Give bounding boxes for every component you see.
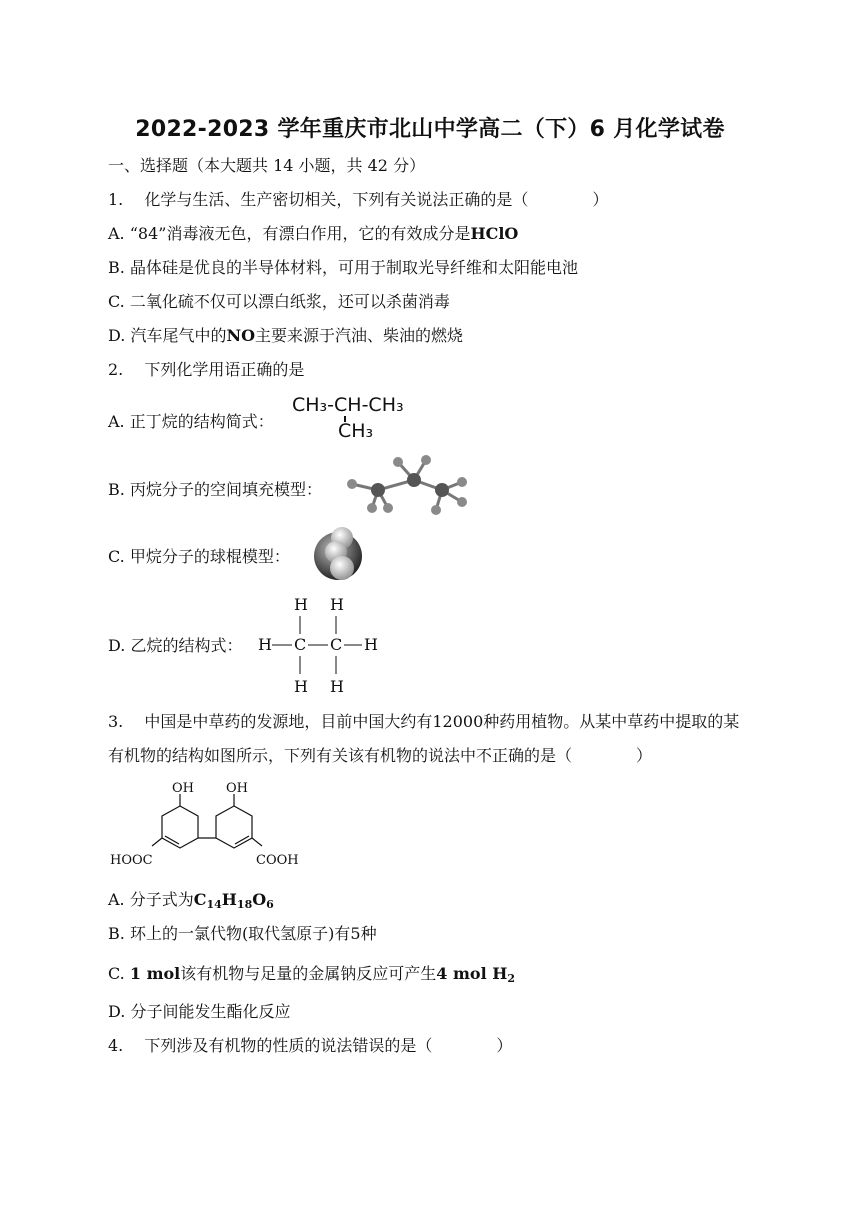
oh-label: OH <box>172 781 194 796</box>
question-3-stem-line-2: 有机物的结构如图所示，下列有关该有机物的说法中不正确的是（ ） <box>108 746 653 765</box>
atom-h: H <box>330 677 344 696</box>
ethane-structural-formula <box>256 592 386 698</box>
question-2-stem: 2. 下列化学用语正确的是 <box>108 360 305 379</box>
option-text: 乙烷的结构式： <box>130 636 243 655</box>
formula-no: NO <box>226 326 256 345</box>
question-1-stem: 1. 化学与生活、生产密切相关，下列有关说法正确的是（ ） <box>108 190 609 209</box>
amount-4mol-h2: 4 mol H <box>436 964 508 983</box>
oh-label: OH <box>226 781 248 796</box>
element-o: O <box>252 890 267 909</box>
option-text: 二氧化硫不仅可以漂白纸浆，还可以杀菌消毒 <box>129 292 450 311</box>
option-label: C. <box>108 547 125 566</box>
option-text: 甲烷分子的球棍模型： <box>129 547 290 566</box>
q2-option-b <box>108 478 322 502</box>
option-label: D. <box>108 1002 126 1021</box>
subscript: 2 <box>507 972 515 985</box>
option-label: A. <box>108 890 125 909</box>
formula-top: CH₃-CH-CH₃ <box>292 394 404 416</box>
atom-h: H <box>330 595 344 614</box>
atom-h: H <box>294 677 308 696</box>
cooh-label: HOOC <box>110 853 153 868</box>
q1-option-b <box>108 256 578 280</box>
option-label: C. <box>108 964 125 983</box>
atom-c: C <box>294 635 307 654</box>
option-label: D. <box>108 636 126 655</box>
formula-hclo: HClO <box>470 224 519 243</box>
q3-option-c <box>108 962 515 991</box>
option-text: 分子式为 <box>129 890 194 909</box>
option-text: 分子间能发生酯化反应 <box>130 1002 291 1021</box>
option-label: D. <box>108 326 126 345</box>
q3-option-b <box>108 922 377 946</box>
q2-option-c <box>108 545 290 569</box>
butane-condensed-formula <box>292 394 404 442</box>
option-text: “84”消毒液无色，有漂白作用，它的有效成分是 <box>129 224 471 243</box>
option-text: 丙烷分子的空间填充模型： <box>129 480 322 499</box>
question-4-stem: 4. 下列涉及有机物的性质的说法错误的是（ ） <box>108 1036 513 1055</box>
methane-space-filling-model <box>306 526 370 586</box>
option-text: 该有机物与足量的金属钠反应可产生 <box>180 964 437 983</box>
subscript: 18 <box>236 898 253 911</box>
q1-option-d <box>108 324 463 348</box>
propane-ball-stick-model <box>338 452 478 522</box>
option-text: 晶体硅是优良的半导体材料，可用于制取光导纤维和太阳能电池 <box>129 258 578 277</box>
atom-h: H <box>364 635 378 654</box>
option-label: A. <box>108 412 125 431</box>
q3-option-d <box>108 1000 290 1024</box>
amount-1mol: 1 mol <box>129 964 181 983</box>
q2-option-a <box>108 410 274 434</box>
page-title: 2022-2023 学年重庆市北山中学高二（下）6 月化学试卷 <box>135 117 725 142</box>
q1-option-c <box>108 290 450 314</box>
option-text: 汽车尾气中的 <box>130 326 227 345</box>
q2-option-d <box>108 634 242 658</box>
atom-h: H <box>294 595 308 614</box>
option-label: B. <box>108 480 125 499</box>
cooh-label: COOH <box>256 853 299 868</box>
atom-c: C <box>330 635 343 654</box>
option-text: 环上的一氯代物(取代氢原子)有5种 <box>129 924 377 943</box>
element-h: H <box>221 890 237 909</box>
atom-h: H <box>258 635 272 654</box>
option-text-tail: 主要来源于汽油、柴油的燃烧 <box>255 326 464 345</box>
question-3-stem-line-1: 3. 中国是中草药的发源地，目前中国大约有12000种药用植物。从某中草药中提取的某 <box>108 712 740 731</box>
subscript: 6 <box>266 898 274 911</box>
option-label: B. <box>108 258 125 277</box>
q1-option-a <box>108 222 518 246</box>
element-c: C <box>193 890 207 909</box>
option-label: A. <box>108 224 125 243</box>
option-label: B. <box>108 924 125 943</box>
option-label: C. <box>108 292 125 311</box>
organic-structure-diagram <box>106 778 306 874</box>
section-heading: 一、选择题（本大题共 14 小题，共 42 分） <box>108 156 426 175</box>
subscript: 14 <box>206 898 222 911</box>
option-text: 正丁烷的结构简式： <box>129 412 274 431</box>
formula-bottom: CH₃ <box>338 420 374 442</box>
q3-option-a <box>108 888 274 917</box>
